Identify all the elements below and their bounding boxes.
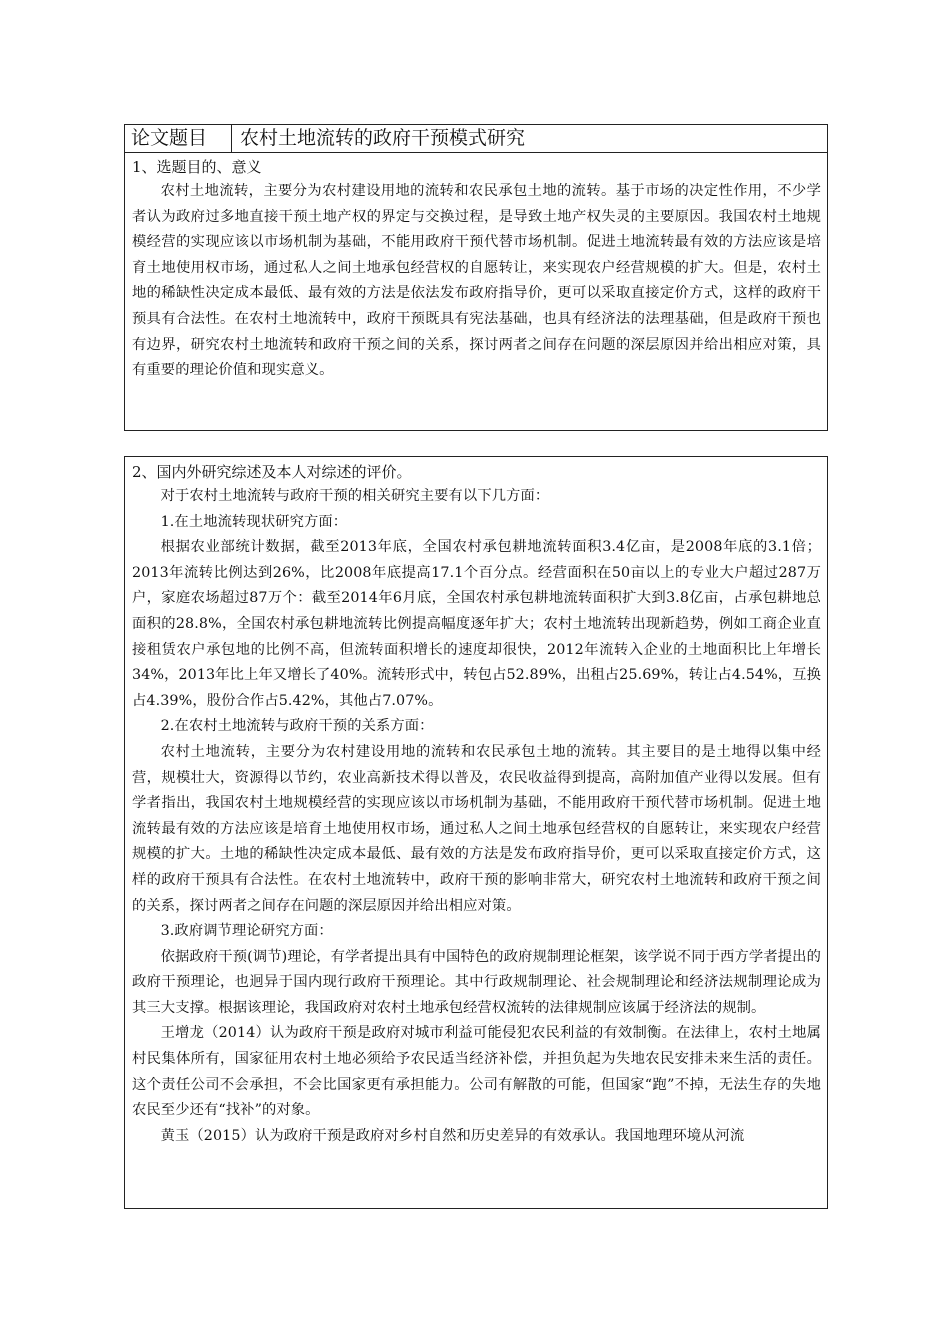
section-1-paragraph: 农村土地流转，主要分为农村建设用地的流转和农民承包土地的流转。基于市场的决定性作用，不少学者认为政府过多地直接干预土地产权的界定与交换过程，是导致土地产权失灵的主要原因。我国农村土地规模经营的实现应该以市场机制为基础，不能用政府干预代替市场机制。促进土地流转最有效的方法应该是培育土地使用权市场，通过私人之间土地承包经营权的自愿转让，来实现农户经营规模的扩大。但是，农村土地的稀缺性决定成本最低、最有效的方法是依法发布政府指导价，更可以采取直接定价方式，这样的政府干预具有合法性。在农村土地流转中，政府干预既具有宪法基础，也具有经济法的法理基础，但是政府干预也有边界，研究农村土地流转和政府干预之间的关系，探讨两者之间存在问题的深层原因并给出相应对策，具有重要的理论价值和现实意义。 [132, 183, 821, 379]
subheading-theory: 3.政府调节理论研究方面： [160, 923, 333, 940]
section-2-table [124, 456, 828, 1209]
subheading-status: 1.在土地流转现状研究方面： [160, 513, 348, 530]
paragraph-status: 根据农业部统计数据，截至2013年底，全国农村承包耕地流转面积3.4亿亩，是2008年底的3.1倍；2013年流转比例达到26%，比2008年底提高17.1个百分点。经营面积在50亩以上的专业大户超过287万户，家庭农场超过87万个：截至2014年6月底，全国农村承包耕地流转面积扩大到3.8亿亩，占承包耕地总面积的28.8%，全国农村承包耕地流转比例提高幅度逐年扩大；农村土地流转出现新趋势，例如工商企业直接租赁农户承包地的比例不高，但流转面积增长的速度却很快，2012年流转入企业的土地面积比上年增长34%，2013年比上年又增长了40%。流转形式中，转包占52.89%，出租占25.69%，转让占4.54%，互换占4.39%，股份合作占5.42%，其他占7.07%。 [132, 539, 821, 709]
section-1-heading: 1、选题目的、意义 [132, 158, 262, 176]
section-2-heading: 2、国内外研究综述及本人对综述的评价。 [132, 463, 412, 481]
paragraph-relation: 农村土地流转，主要分为农村建设用地的流转和农民承包土地的流转。其主要目的是土地得以集中经营，规模壮大，资源得以节约，农业高新技术得以普及，农民收益得到提高，高附加值产业得以发展。但有学者指出，我国农村土地规模经营的实现应该以市场机制为基础，不能用政府干预代替市场机制。促进土地流转最有效的方法应该是培育土地使用权市场，通过私人之间土地承包经营权的自愿转让，来实现农户经营规模的扩大。土地的稀缺性决定成本最低、最有效的方法是发布政府指导价，更可以采取直接定价方式，这样的政府干预具有合法性。在农村土地流转中，政府干预的影响非常大，研究农村土地流转和政府干预之间的关系，探讨两者之间存在问题的深层原因并给出相应对策。 [132, 743, 821, 914]
paragraph-theory: 依据政府干预(调节)理论，有学者提出具有中国特色的政府规制理论框架，该学说不同于西方学者提出的政府干预理论，也迥异于国内现行政府干预理论。其中行政规制理论、社会规制理论和经济法规制理论成为其三大支撑。根据该理论，我国政府对农村土地承包经营权流转的法律规制应该属于经济法的规制。 [132, 948, 821, 1016]
section-1-table [124, 124, 828, 431]
paragraph-intro: 对于农村土地流转与政府干预的相关研究主要有以下几方面： [160, 488, 550, 504]
thesis-title-value: 农村土地流转的政府干预模式研究 [240, 127, 526, 149]
title-row [125, 125, 827, 153]
paragraph-huang: 黄玉（2015）认为政府干预是政府对乡村自然和历史差异的有效承认。我国地理环境从河流 [160, 1127, 745, 1144]
thesis-title-label: 论文题目 [125, 125, 232, 152]
subheading-relation: 2.在农村土地流转与政府干预的关系方面： [160, 718, 434, 735]
paragraph-wang: 王增龙（2014）认为政府干预是政府对城市利益可能侵犯农民利益的有效制衡。在法律上，农村土地属村民集体所有，国家征用农村土地必须给予农民适当经济补偿，并担负起为失地农民安排未来生活的责任。这个责任公司不会承担，不会比国家更有承担能力。公司有解散的可能，但国家“跑”不掉，无法生存的失地农民至少还有“找补”的对象。 [132, 1025, 821, 1119]
